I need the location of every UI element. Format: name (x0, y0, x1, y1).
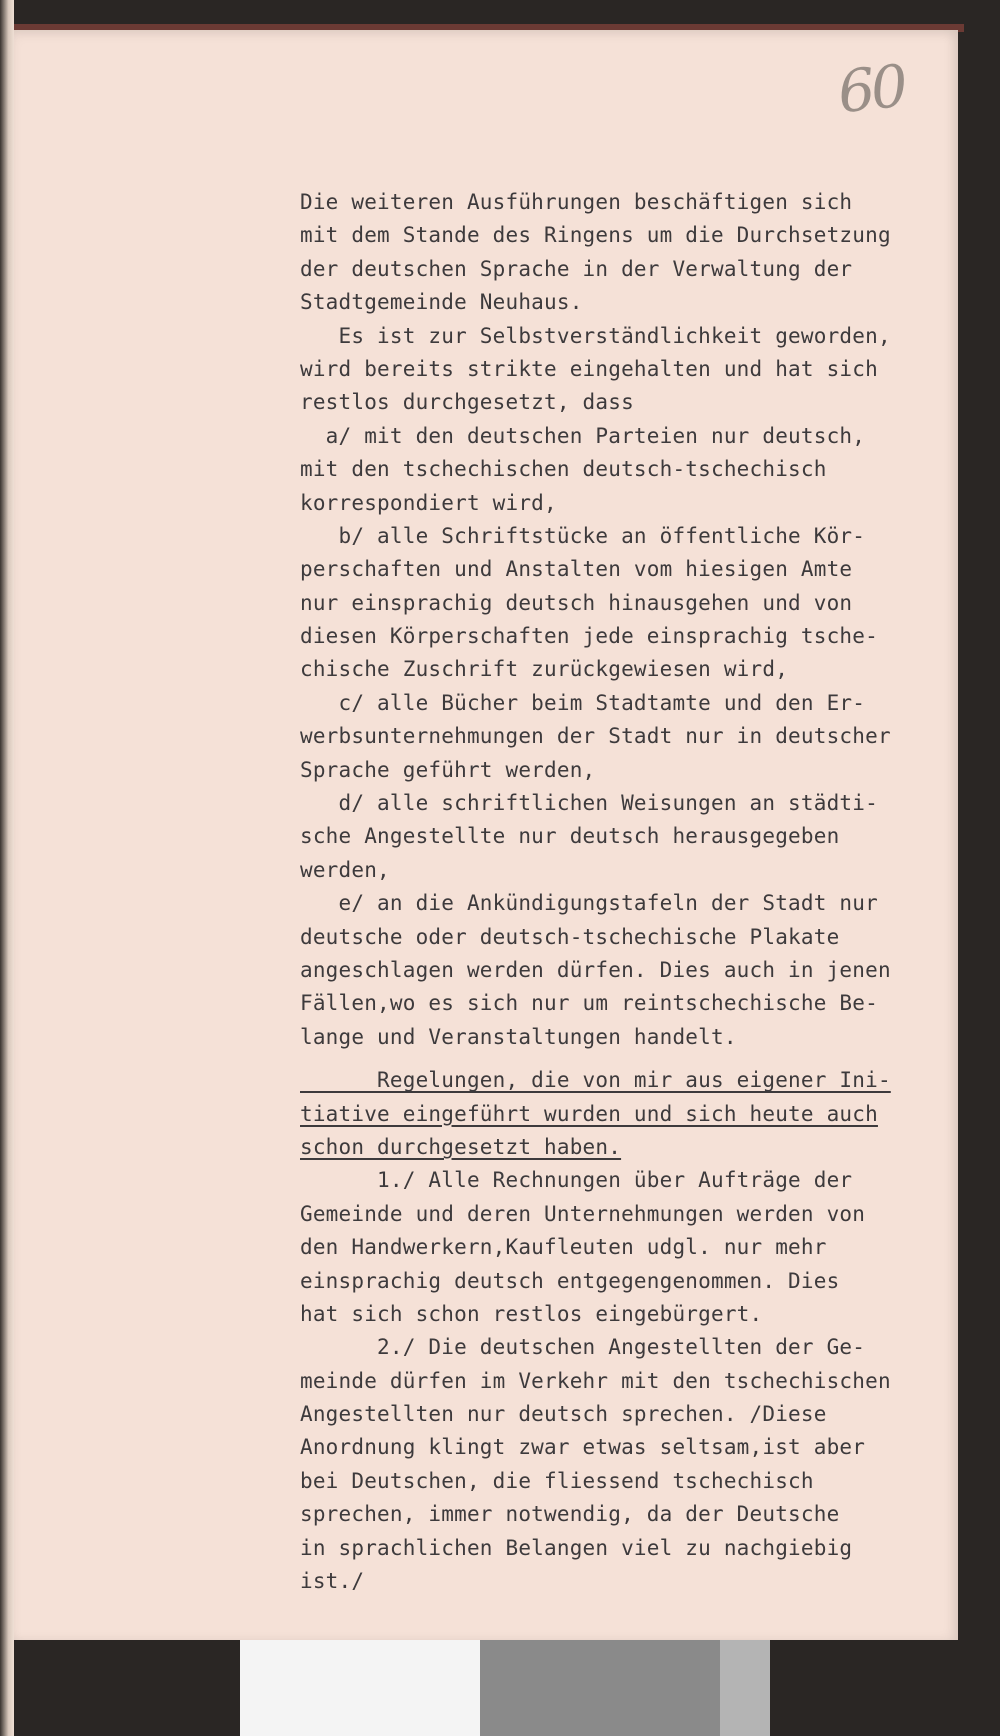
text-line: in sprachlichen Belangen viel zu nachgiebig (300, 1535, 853, 1560)
text-line: der deutschen Sprache in der Verwaltung der (300, 256, 853, 281)
text-line: sprechen, immer notwendig, da der Deutsche (300, 1502, 840, 1527)
text-line: Fällen,wo es sich nur um reintschechische Be- (300, 991, 878, 1016)
text-line: b/ alle Schriftstücke an öffentliche Kör- (300, 523, 866, 548)
text-line: deutsche oder deutsch-tschechische Plakate (300, 924, 840, 949)
text-line: d/ alle schriftlichen Weisungen an städti- (300, 791, 878, 816)
text-line: mit den tschechischen deutsch-tschechisch (300, 457, 827, 482)
text-line: angeschlagen werden dürfen. Dies auch in jenen (300, 957, 891, 982)
text-line: Angestellten nur deutsch sprechen. /Diese (300, 1402, 827, 1427)
text-line: korrespondiert wird, (300, 490, 557, 515)
text-line: Anordnung klingt zwar etwas seltsam,ist aber (300, 1435, 866, 1460)
book-spine-edge (0, 0, 14, 1736)
text-line: chische Zuschrift zurückgewiesen wird, (300, 657, 789, 682)
text-line: restlos durchgesetzt, dass (300, 390, 634, 415)
typed-text-body (300, 186, 960, 1598)
text-line: e/ an die Ankündigungstafeln der Stadt nur (300, 891, 878, 916)
text-line: bei Deutschen, die fliessend tschechisch (300, 1468, 814, 1493)
text-line: diesen Körperschaften jede einsprachig tsche- (300, 624, 878, 649)
text-line: Es ist zur Selbstverständlichkeit geworden, (300, 323, 891, 348)
text-line: Gemeinde und deren Unternehmungen werden von (300, 1201, 866, 1226)
color-calibration-strip (240, 1640, 1000, 1736)
text-line: werbsunternehmungen der Stadt nur in deutscher (300, 724, 891, 749)
text-line: Die weiteren Ausführungen beschäftigen sich (300, 190, 853, 214)
calibration-white-patch (240, 1640, 480, 1736)
text-line: sche Angestellte nur deutsch herausgegeben (300, 824, 840, 849)
text-line: Sprache geführt werden, (300, 757, 596, 782)
calibration-gray-patch (480, 1640, 720, 1736)
text-line: werden, (300, 857, 390, 882)
text-line: wird bereits strikte eingehalten und hat sich (300, 356, 878, 381)
text-line: hat sich schon restlos eingebürgert. (300, 1301, 763, 1326)
text-line: 1./ Alle Rechnungen über Aufträge der (300, 1168, 853, 1193)
text-line: c/ alle Bücher beim Stadtamte und den Er- (300, 690, 866, 715)
calibration-light-gray-patch (720, 1640, 770, 1736)
handwritten-page-number: 60 (834, 51, 908, 127)
text-line: a/ mit den deutschen Parteien nur deutsch, (300, 423, 866, 448)
section-heading-line: schon durchgesetzt haben. (300, 1134, 622, 1159)
text-line: einsprachig deutsch entgegengenommen. Dies (300, 1268, 840, 1293)
text-line: Stadtgemeinde Neuhaus. (300, 290, 583, 315)
text-line: den Handwerkern,Kaufleuten udgl. nur mehr (300, 1235, 827, 1260)
text-line: 2./ Die deutschen Angestellten der Ge- (300, 1335, 866, 1360)
text-line: perschaften und Anstalten vom hiesigen Amte (300, 557, 853, 582)
section-heading-line: tiative eingeführt wurden und sich heute auch (300, 1101, 878, 1126)
text-line: meinde dürfen im Verkehr mit den tschechischen (300, 1368, 891, 1393)
text-line: ist./ (300, 1569, 365, 1594)
text-line: mit dem Stande des Ringens um die Durchsetzung (300, 223, 891, 248)
section-heading-line: Regelungen, die von mir aus eigener Ini- (300, 1068, 891, 1093)
text-line: lange und Veranstaltungen handelt. (300, 1024, 737, 1049)
text-line: nur einsprachig deutsch hinausgehen und von (300, 590, 853, 615)
